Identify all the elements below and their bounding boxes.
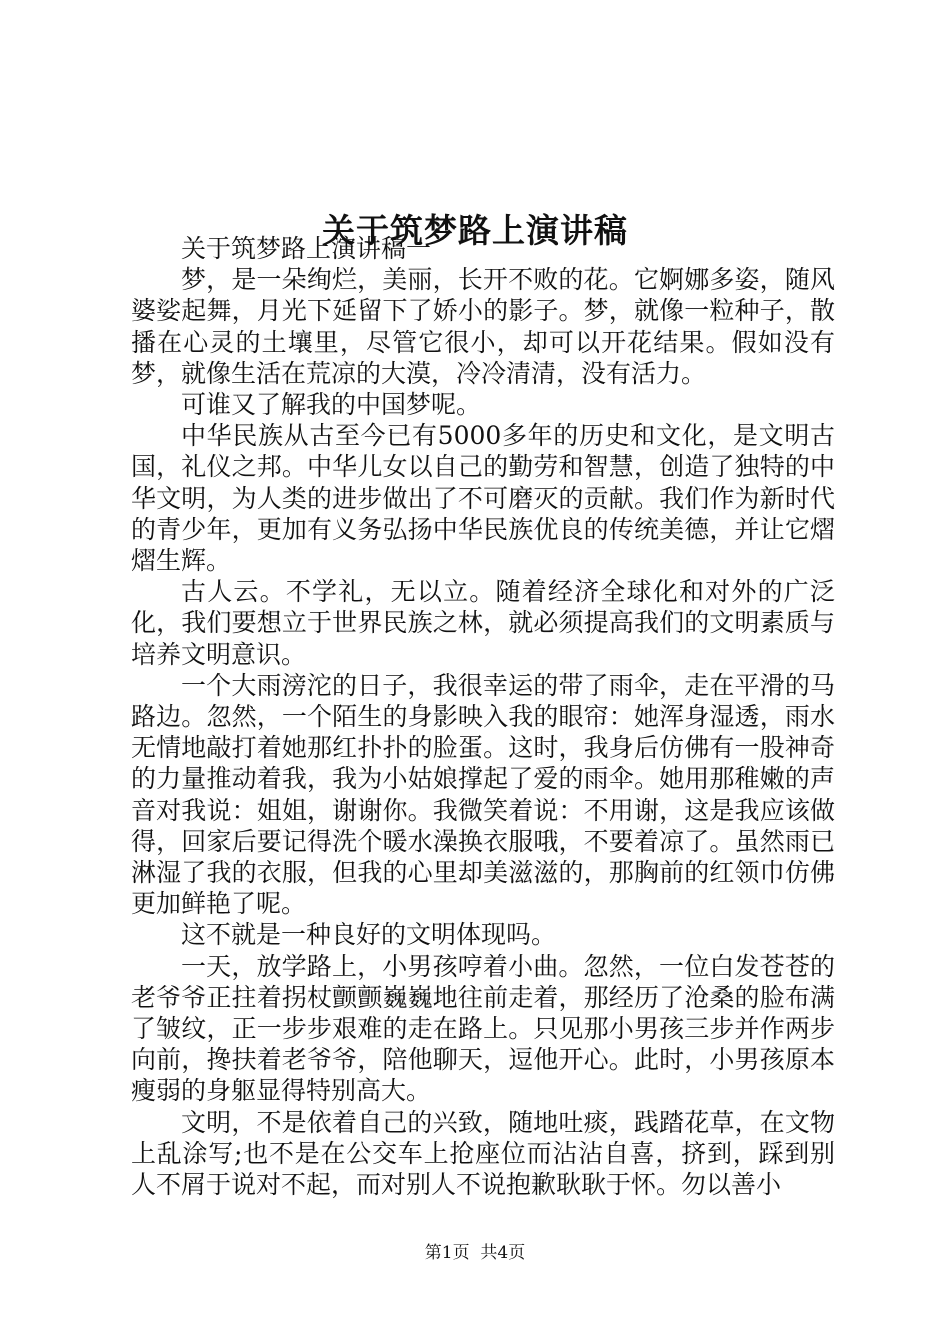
paragraph: 可谁又了解我的中国梦呢。 xyxy=(181,390,482,420)
document-title: 关于筑梦路上演讲稿 xyxy=(322,211,628,251)
paragraph: 梦，是一朵绚烂，美丽，长开不败的花。它婀娜多姿，随风婆娑起舞，月光下延留下了娇小的影子。梦，就像一粒种子，散播在心灵的土壤里，尽管它很小，却可以开花结果。假如没有梦，就像生活在荒凉的大漠，冷冷清清，没有活力。 xyxy=(131,265,835,388)
paragraph: 关于筑梦路上演讲稿一 xyxy=(181,234,432,263)
paragraph: 文明，不是依着自己的兴致，随地吐痰，践踏花草，在文物上乱涂写;也不是在公交车上抢座位而沾沾自喜，挤到，踩到别人不屑于说对不起，而对别人不说抱歉耿耿于怀。勿以善小 xyxy=(131,1107,835,1200)
paragraph: 这不就是一种良好的文明体现吗。 xyxy=(181,920,557,950)
paragraph: 古人云。不学礼，无以立。随着经济全球化和对外的广泛化，我们要想立于世界民族之林，就必须提高我们的文明素质与培养文明意识。 xyxy=(131,577,835,669)
page-number: 第1页 xyxy=(424,1243,470,1263)
paragraph: 中华民族从古至今已有5000多年的历史和文化，是文明古国，礼仪之邦。中华儿女以自己的勤劳和智慧，创造了独特的中华文明，为人类的进步做出了不可磨灭的贡献。我们作为新时代的青少年，更加有义务弘扬中华民族优良的传统美德，并让它熠熠生辉。 xyxy=(131,421,835,576)
document-body xyxy=(131,233,835,1200)
paragraph: 一天，放学路上，小男孩哼着小曲。忽然，一位白发苍苍的老爷爷正拄着拐杖颤颤巍巍地往前走着，那经历了沧桑的脸布满了皱纹，正一步步艰难的走在路上。只见那小男孩三步并作两步向前，搀扶着老爷爷，陪他聊天，逗他开心。此时，小男孩原本瘦弱的身躯显得特别高大。 xyxy=(131,951,835,1106)
paragraph: 一个大雨滂沱的日子，我很幸运的带了雨伞，走在平滑的马路边。忽然，一个陌生的身影映入我的眼帘：她浑身湿透，雨水无情地敲打着她那红扑扑的脸蛋。这时，我身后仿佛有一股神奇的力量推动着我，我为小姑娘撑起了爱的雨伞。她用那稚嫩的声音对我说：姐姐，谢谢你。我微笑着说：不用谢，这是我应该做得，回家后要记得洗个暖水澡换衣服哦，不要着凉了。虽然雨已淋湿了我的衣服，但我的心里却美滋滋的，那胸前的红领巾仿佛更加鲜艳了呢。 xyxy=(131,670,835,919)
page-total: 共4页 xyxy=(480,1243,526,1263)
page-footer xyxy=(0,1241,950,1265)
